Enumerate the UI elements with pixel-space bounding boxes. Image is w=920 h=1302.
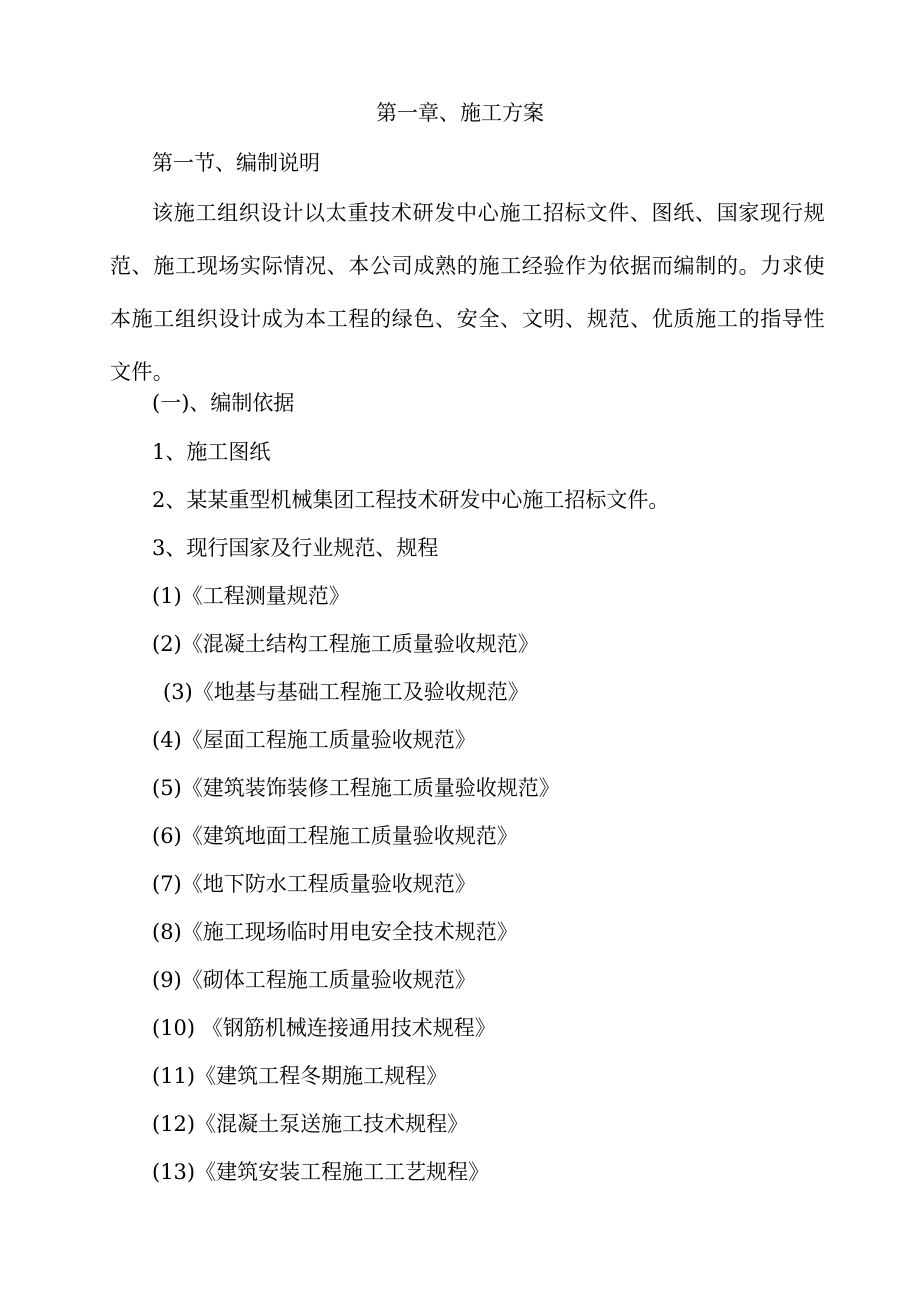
standard-item: (2)《混凝土结构工程施工质量验收规范》 xyxy=(152,632,539,656)
chapter-title: 第一章、施工方案 xyxy=(376,101,544,125)
basis-item: 2、某某重型机械集团工程技术研发中心施工招标文件。 xyxy=(152,488,670,512)
standard-item: (6)《建筑地面工程施工质量验收规范》 xyxy=(152,824,518,848)
section-heading: 第一节、编制说明 xyxy=(152,151,320,175)
standard-item: (11)《建筑工程冬期施工规程》 xyxy=(152,1064,448,1088)
standard-item: (8)《施工现场临时用电安全技术规范》 xyxy=(152,920,518,944)
standard-item: (5)《建筑装饰装修工程施工质量验收规范》 xyxy=(152,776,560,800)
standard-item: (4)《屋面工程施工质量验收规范》 xyxy=(152,728,476,752)
standard-item: (13)《建筑安装工程施工工艺规程》 xyxy=(152,1160,490,1184)
intro-paragraph: 该施工组织设计以太重技术研发中心施工招标文件、图纸、国家现行规范、施工现场实际情况、本公司成熟的施工经验作为依据而编制的。力求使本施工组织设计成为本工程的绿色、安全、文明、规范、优质施工的指导性文件。 xyxy=(110,201,825,384)
basis-item: 3、现行国家及行业规范、规程 xyxy=(152,536,439,560)
standard-item: (3)《地基与基础工程施工及验收规范》 xyxy=(163,680,529,704)
standard-item: (12)《混凝土泵送施工技术规程》 xyxy=(152,1112,469,1136)
standard-item: (7)《地下防水工程质量验收规范》 xyxy=(152,872,476,896)
basis-item: 1、施工图纸 xyxy=(152,440,271,464)
subsection-heading: (一)、编制依据 xyxy=(152,391,295,415)
standard-item: (1)《工程测量规范》 xyxy=(152,584,350,608)
standard-item: (10) 《钢筋机械连接通用技术规程》 xyxy=(152,1016,496,1040)
standard-item: (9)《砌体工程施工质量验收规范》 xyxy=(152,968,476,992)
